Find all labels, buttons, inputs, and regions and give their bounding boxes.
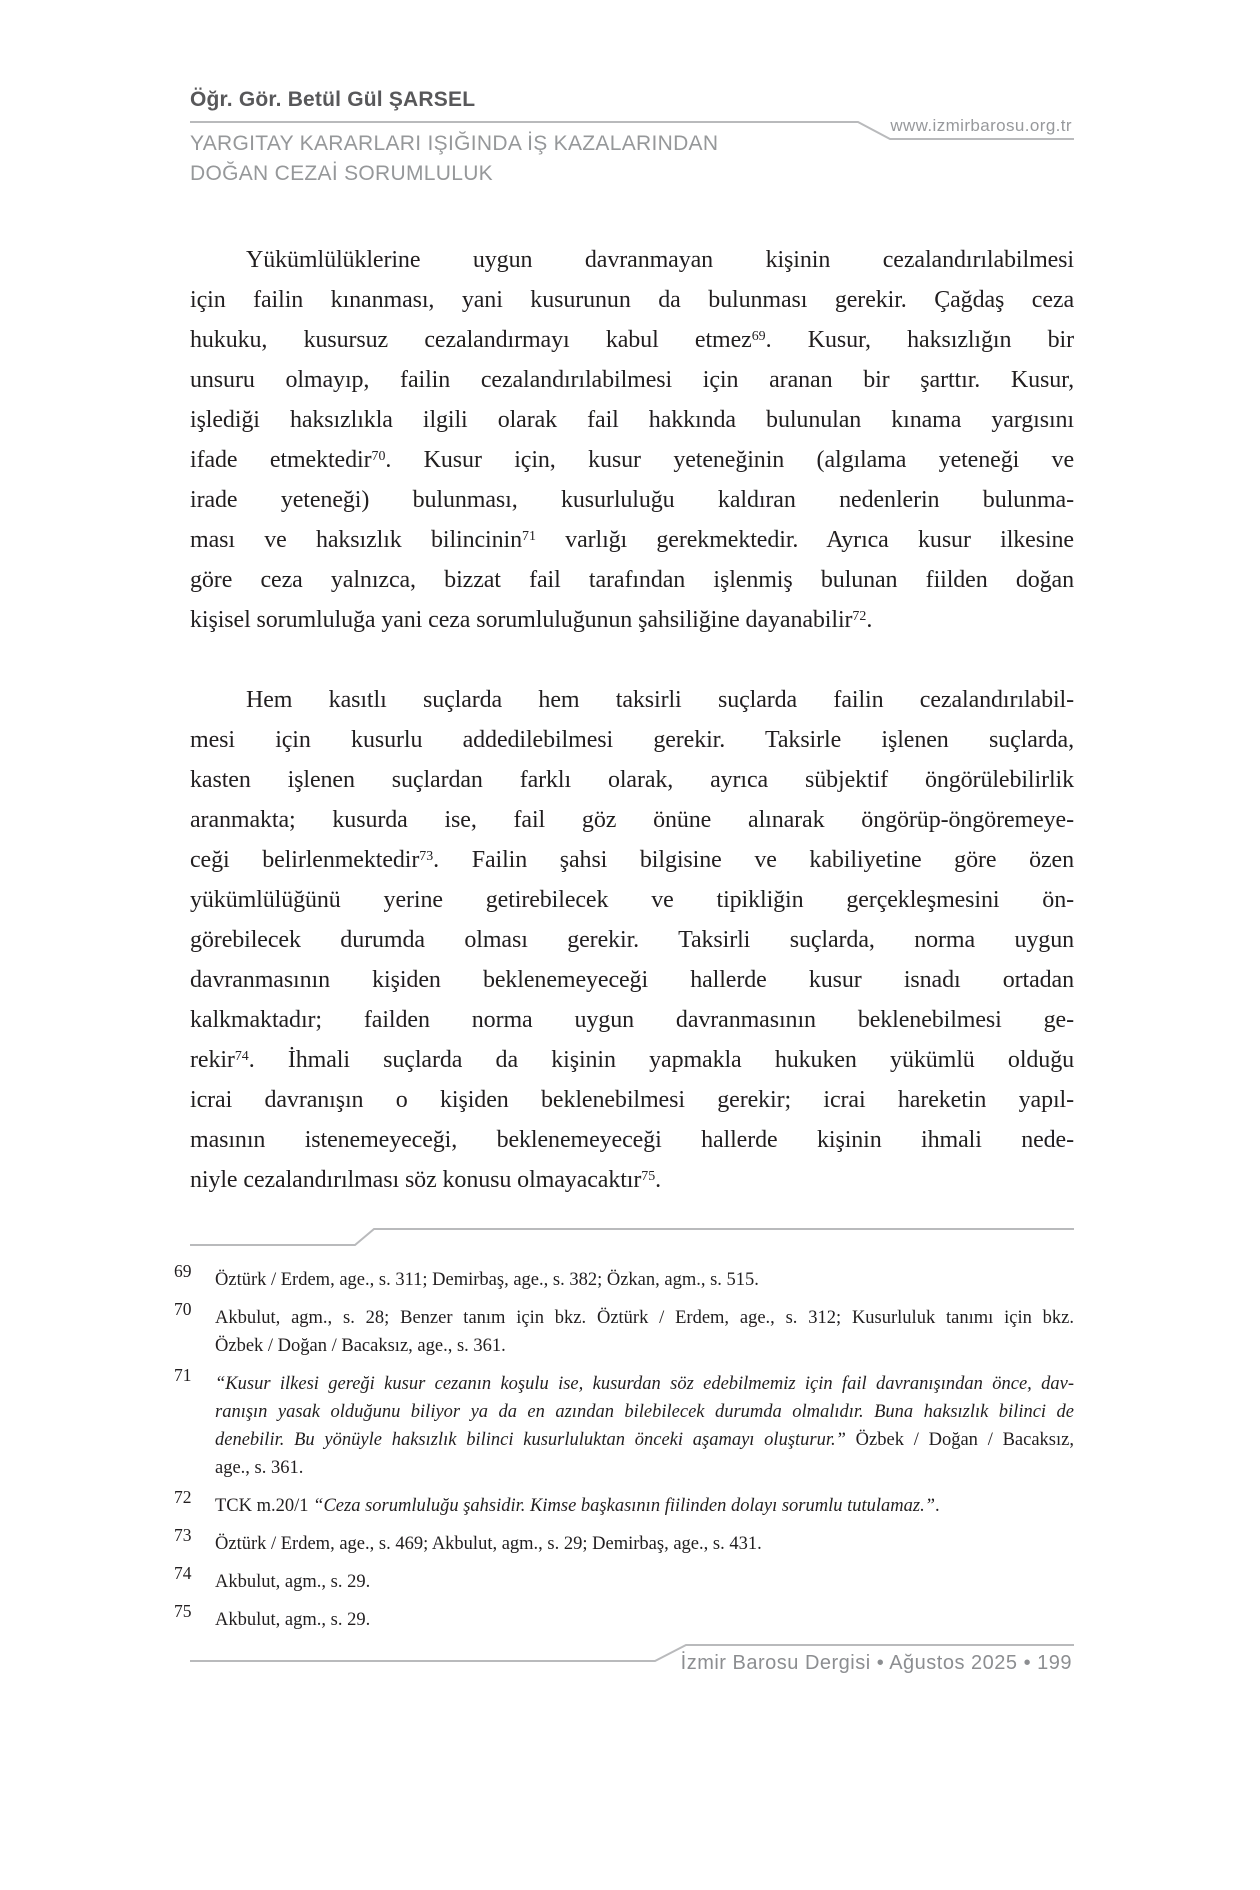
text-segment: . [655, 1167, 662, 1193]
footnote [174, 1365, 1074, 1482]
footnote [174, 1601, 1074, 1634]
body-line [190, 560, 1074, 600]
text-segment: işlediği haksızlıkla ilgili olarak fail hakkında bulunulan kınama yargısını [190, 407, 1074, 433]
footnote-line [215, 1304, 1074, 1332]
page-title-line2: DOĞAN CEZAİ SORUMLULUK [190, 162, 493, 185]
text-segment: ceği belirlenmektedir [190, 847, 420, 873]
text-segment: TCK m.20/1 [215, 1496, 314, 1516]
text-segment: Özbek / Doğan / Bacaksız, [845, 1430, 1074, 1450]
body-line [190, 1120, 1074, 1160]
footnote-line [215, 1606, 1074, 1634]
text-segment: denebilir. Bu yönüyle haksızlık bilinci kusurluluktan önceki aşamayı oluşturur.” [215, 1430, 846, 1450]
footnote-number: 75 [174, 1601, 192, 1621]
text-segment: icrai davranışın o kişiden beklenebilmesi gerekir; icrai hareketin yapıl- [190, 1087, 1074, 1113]
body-line [190, 800, 1074, 840]
text-segment: Hem kasıtlı suçlarda hem taksirli suçlarda failin cezalandırılabil- [246, 687, 1074, 713]
footnote-line [215, 1568, 1074, 1596]
text-segment: mesi için kusurlu addedilebilmesi gerekir. Taksirle işlenen suçlarda, [190, 727, 1074, 753]
text-segment: . Kusur, haksızlığın bir [765, 327, 1075, 353]
text-segment: aranmakta; kusurda ise, fail göz önüne alınarak öngörüp-öngöremeye- [190, 807, 1074, 833]
text-segment: niyle cezalandırılması söz konusu olmayacaktır [190, 1167, 642, 1193]
body-line [190, 720, 1074, 760]
text-segment: için failin kınanması, yani kusurunun da bulunması gerekir. Çağdaş ceza [190, 287, 1074, 313]
footnote-reference: 71 [521, 529, 536, 545]
footnote-line [215, 1454, 1074, 1482]
body-line [190, 520, 1074, 560]
text-segment: “Ceza sorumluluğu şahsidir. Kimse başkasının fiilinden dolayı sorumlu tutulamaz.” [313, 1496, 936, 1516]
paragraph [190, 680, 1074, 1200]
body-line [190, 840, 1074, 880]
body-line [190, 1040, 1074, 1080]
body-line [190, 480, 1074, 520]
text-segment: ması ve haksızlık bilincinin [190, 527, 522, 553]
footnote-line [215, 1370, 1074, 1398]
text-segment: . [935, 1496, 940, 1516]
text-segment: Öztürk / Erdem, age., s. 469; Akbulut, agm., s. 29; Demirbaş, age., s. 431. [215, 1534, 762, 1554]
footnote [174, 1261, 1074, 1294]
text-segment: göre ceza yalnızca, bizzat fail tarafından işlenmiş bulunan fiilden doğan [190, 567, 1074, 593]
body-line [190, 360, 1074, 400]
footnote [174, 1299, 1074, 1360]
body-line [190, 320, 1074, 360]
footnote-line [215, 1530, 1074, 1558]
text-segment: Akbulut, agm., s. 29. [215, 1572, 371, 1592]
body-line [190, 1160, 1074, 1200]
footnote-reference: 70 [371, 449, 386, 465]
body-line [190, 240, 1074, 280]
body-line [190, 680, 1074, 720]
text-segment: rekir [190, 1047, 235, 1073]
footnote-number: 70 [174, 1299, 192, 1319]
text-segment: . Kusur için, kusur yeteneğinin (algılama yeteneği ve [385, 447, 1074, 473]
footnote-reference: 75 [641, 1169, 656, 1185]
body-line [190, 960, 1074, 1000]
footnote-line [215, 1332, 1074, 1360]
text-segment: Öztürk / Erdem, age., s. 311; Demirbaş, age., s. 382; Özkan, agm., s. 515. [215, 1270, 759, 1290]
footnote-reference: 73 [419, 849, 434, 865]
text-segment: irade yeteneği) bulunması, kusurluluğu kaldıran nedenlerin bulunma- [190, 487, 1074, 513]
body-line [190, 600, 1074, 640]
text-segment: görebilecek durumda olması gerekir. Taksirli suçlarda, norma uygun [190, 927, 1074, 953]
footnote-reference: 69 [751, 329, 766, 345]
footnote-number: 73 [174, 1525, 192, 1545]
text-segment: kalkmaktadır; failden norma uygun davranmasının beklenebilmesi ge- [190, 1007, 1074, 1033]
footnote-line [215, 1398, 1074, 1426]
text-segment: Yükümlülüklerine uygun davranmayan kişinin cezalandırılabilmesi [246, 247, 1074, 273]
footnote-number: 72 [174, 1487, 192, 1507]
footnote [174, 1487, 1074, 1520]
footnote-line [215, 1492, 1074, 1520]
text-segment: unsuru olmayıp, failin cezalandırılabilmesi için aranan bir şarttır. Kusur, [190, 367, 1074, 393]
page-title [190, 129, 810, 189]
text-segment: Akbulut, agm., s. 28; Benzer tanım için bkz. Öztürk / Erdem, age., s. 312; Kusurluluk tanımı için bkz. [215, 1308, 1074, 1328]
text-segment: masının istenemeyeceği, beklenemeyeceği hallerde kişinin ihmali nede- [190, 1127, 1074, 1153]
author-name: Öğr. Gör. Betül Gül ŞARSEL [190, 88, 476, 111]
body-line [190, 280, 1074, 320]
body-line [190, 440, 1074, 480]
footnote [174, 1525, 1074, 1558]
text-segment: . İhmali suçlarda da kişinin yapmakla hukuken yükümlü olduğu [248, 1047, 1074, 1073]
text-segment: davranmasının kişiden beklenemeyeceği hallerde kusur isnadı ortadan [190, 967, 1074, 993]
text-segment: hukuku, kusursuz cezalandırmayı kabul etmez [190, 327, 752, 353]
text-segment: varlığı gerekmektedir. Ayrıca kusur ilkesine [535, 527, 1074, 553]
text-segment: ranışın yasak olduğunu biliyor ya da en azından bilebilecek durumda olmalıdır. Buna haksızlık bilinci de [215, 1402, 1074, 1422]
paragraph [190, 240, 1074, 640]
body-line [190, 1000, 1074, 1040]
text-segment: . Failin şahsi bilgisine ve kabiliyetine göre özen [433, 847, 1074, 873]
website-url: www.izmirbarosu.org.tr [890, 116, 1072, 135]
footnote [174, 1563, 1074, 1596]
body-line [190, 760, 1074, 800]
footnote-separator-rule [190, 1227, 1074, 1247]
footnote-number: 71 [174, 1365, 192, 1385]
text-segment: yükümlülüğünü yerine getirebilecek ve tipikliğin gerçekleşmesini ön- [190, 887, 1074, 913]
footnote-line [215, 1266, 1074, 1294]
body-line [190, 920, 1074, 960]
body [190, 240, 1074, 1200]
text-segment: kişisel sorumluluğa yani ceza sorumluluğunun şahsiliğine dayanabilir [190, 607, 853, 633]
text-segment: . [866, 607, 873, 633]
text-segment: Akbulut, agm., s. 29. [215, 1610, 371, 1630]
text-segment: “Kusur ilkesi gereği kusur cezanın koşulu ise, kusurdan söz edebilmemiz için fail davranışından önce, dav- [215, 1374, 1074, 1394]
footnotes [174, 1261, 1074, 1644]
text-segment: kasten işlenen suçlardan farklı olarak, ayrıca sübjektif öngörülebilirlik [190, 767, 1074, 793]
text-segment: ifade etmektedir [190, 447, 372, 473]
page-title-line1: YARGITAY KARARLARI IŞIĞINDA İŞ KAZALARINDAN [190, 132, 719, 155]
footnote-number: 69 [174, 1261, 192, 1281]
footer-journal-info: İzmir Barosu Dergisi • Ağustos 2025 • 199 [680, 1652, 1072, 1674]
body-line [190, 1080, 1074, 1120]
body-line [190, 880, 1074, 920]
body-line [190, 400, 1074, 440]
footnote-line [215, 1426, 1074, 1454]
text-segment: age., s. 361. [215, 1458, 304, 1478]
footnote-number: 74 [174, 1563, 192, 1583]
footnote-reference: 72 [852, 609, 867, 625]
text-segment: Özbek / Doğan / Bacaksız, age., s. 361. [215, 1336, 506, 1356]
footnote-reference: 74 [234, 1049, 249, 1065]
